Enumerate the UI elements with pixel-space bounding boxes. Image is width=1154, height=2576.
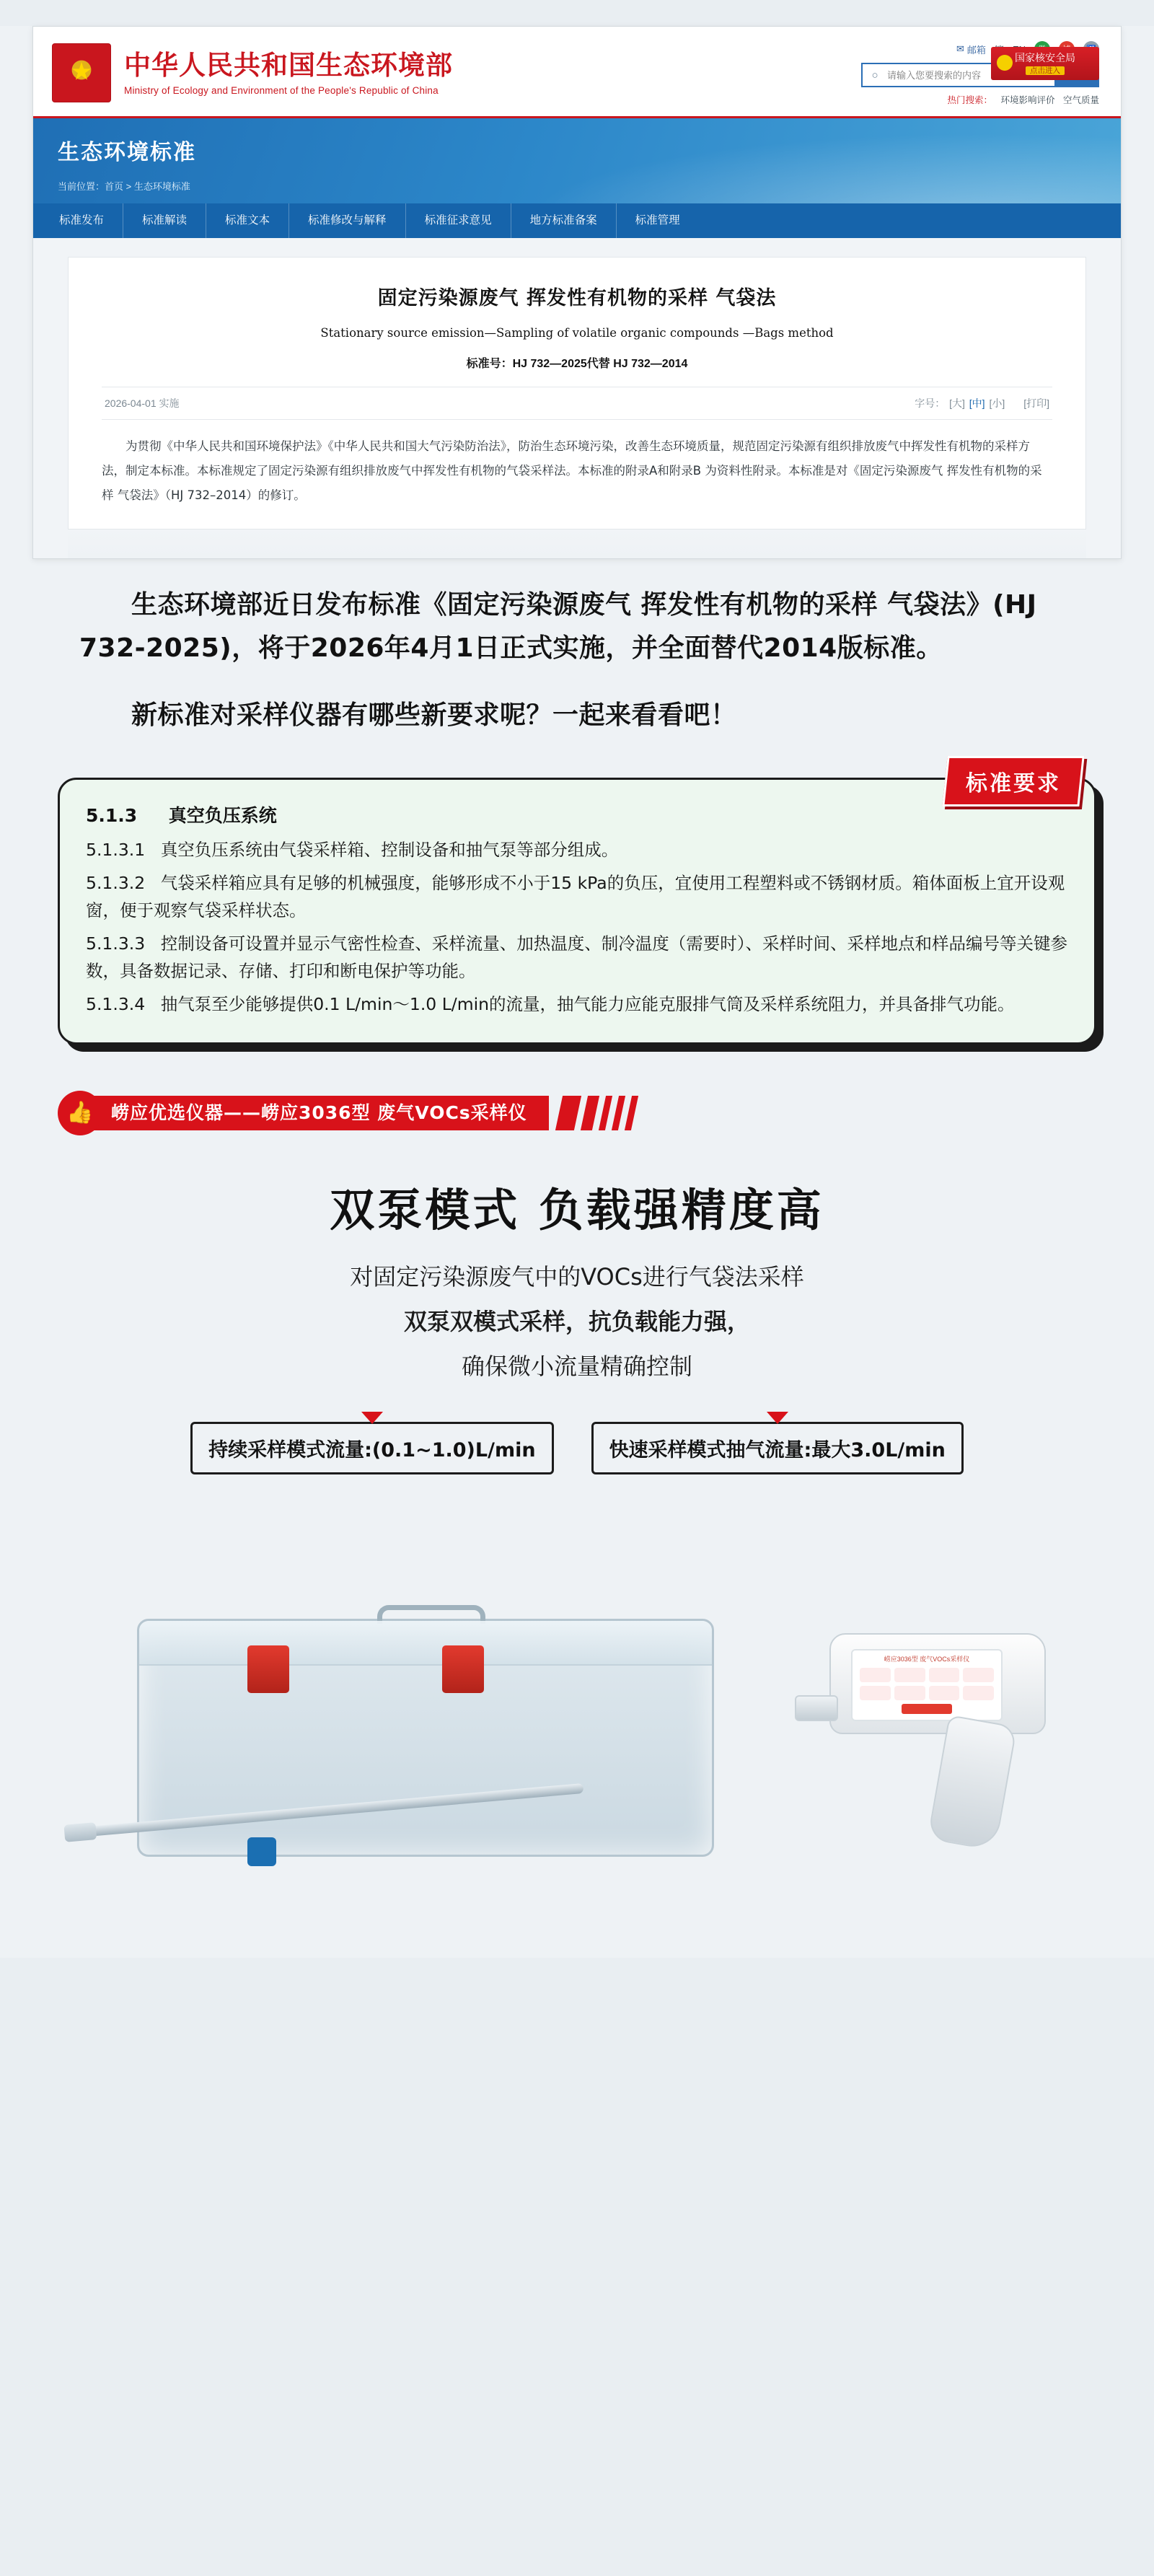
site-header [33, 27, 1121, 118]
mail-icon: ✉ [956, 43, 964, 54]
document-meta-right [913, 396, 1049, 410]
nav-item-standard-release[interactable]: 标准发布 [40, 203, 123, 238]
caret-icon [361, 1412, 383, 1424]
mail-link[interactable] [956, 43, 986, 56]
sampler-body [829, 1633, 1046, 1734]
product-subtext [0, 1259, 1154, 1381]
product-subtext-line3: 确保微小流量精确控制 [461, 1352, 692, 1380]
requirement-item [86, 930, 1068, 985]
document-title-en: Stationary source emission—Sampling of volatile organic compounds —Bags method [320, 326, 834, 340]
spec-continuous-sampling [190, 1422, 553, 1474]
gov-website-screenshot [32, 26, 1122, 559]
spec-fast-sampling-label: 快速采样模式抽气流量:最大3.0L/min [609, 1438, 946, 1461]
requirement-item-text: 控制设备可设置并显示气密性检查、采样流量、加热温度、制冷温度（需要时）、采样时间、采样地点和样品编号等关键参数，具备数据记录、存储、打印和断电保护等功能。 [86, 933, 1067, 981]
screenshot-fade [68, 529, 1086, 558]
nuclear-safety-sublabel: 点击进入 [1026, 66, 1065, 76]
effective-date: 2026-04-01 实施 [105, 397, 180, 409]
caret-icon [767, 1412, 788, 1424]
gear-icon [860, 1668, 891, 1682]
document-body: 为贯彻《中华人民共和国环境保护法》《中华人民共和国大气污染防治法》，防治生态环境污染，改善生态环境质量，规范固定污染源有组织排放废气中挥发性有机物的采样方法，制定本标准。本标准规定了固定污染源有组织排放废气中挥发性有机物的气袋采样法。本标准的附录A和附录B 为资料性附录。本标准是对《固定污染源废气 挥发性有机物的采样 气袋法》（HJ 732–2014）的修订。 [102, 439, 1042, 502]
record-icon [894, 1686, 925, 1700]
requirement-heading [86, 801, 1068, 827]
print-button[interactable]: [打印] [1023, 397, 1049, 409]
clock-icon [894, 1668, 925, 1682]
recommend-label: 崂应优选仪器——崂应3036型 废气VOCs采样仪 [92, 1096, 549, 1130]
search-icon: ○ [871, 69, 878, 82]
requirement-item [86, 869, 1068, 924]
spec-continuous-sampling-label: 持续采样模式流量:(0.1~1.0)L/min [208, 1438, 536, 1461]
document-card [68, 257, 1086, 529]
power-icon [963, 1686, 994, 1700]
nav-item-standard-amendment[interactable]: 标准修改与解释 [289, 203, 406, 238]
font-size-controls [913, 396, 1005, 410]
nav-item-standard-interpretation[interactable]: 标准解读 [123, 203, 206, 238]
requirement-box [58, 778, 1096, 1045]
requirement-item-text: 真空负压系统由气袋采样箱、控制设备和抽气泵等部分组成。 [160, 839, 619, 860]
print-icon [929, 1686, 960, 1700]
nuclear-emblem-icon [997, 55, 1013, 71]
probe-tip [63, 1822, 97, 1842]
requirement-item-text: 气袋采样箱应具有足够的机械强度，能够形成不小于15 kPa的负压，宜使用工程塑料或不锈钢材质。箱体面板上宜开设观窗，便于观察气袋采样状态。 [86, 872, 1065, 920]
requirement-section-no: 5.1.3 [86, 804, 138, 826]
sampler-screen-title: 崂应3036型 废气VOCs采样仪 [884, 1655, 970, 1663]
font-size-label: 字号： [915, 397, 946, 409]
requirement-section-title: 真空负压系统 [168, 804, 277, 826]
document-title: 固定污染源废气 挥发性有机物的采样 气袋法 [377, 287, 777, 309]
sampler-grip [928, 1715, 1018, 1851]
requirement-tag [942, 756, 1084, 806]
nuclear-safety-label: 国家核安全局 [1015, 51, 1075, 63]
standard-number: 标准号：HJ 732—2025代替 HJ 732—2014 [466, 358, 688, 370]
hot-search-term-2[interactable]: 空气质量 [1062, 95, 1099, 105]
page-root [0, 26, 1154, 1958]
mail-label: 邮箱 [966, 44, 986, 56]
product-photo [58, 1525, 1096, 1929]
nav-item-standard-management[interactable]: 标准管理 [635, 214, 680, 227]
document-meta [102, 387, 1052, 420]
spec-fast-sampling [591, 1422, 964, 1474]
banner-title: 生态环境标准 [58, 141, 196, 164]
requirement-item-no: 5.1.3.1 [86, 839, 146, 860]
sampler-screen [851, 1649, 1003, 1721]
requirement-item-text: 抽气泵至少能够提供0.1 L/min～1.0 L/min的流量，抽气能力应能克服排气筒及采样系统阻力，并具备排气功能。 [160, 993, 1015, 1014]
product-subtext-line2: 双泵双模式采样，抗负载能力强， [403, 1307, 750, 1335]
document-area [33, 238, 1121, 558]
recommend-bar [58, 1091, 1096, 1135]
spec-row [0, 1422, 1154, 1474]
national-emblem-icon [52, 43, 111, 102]
site-title-en: Ministry of Ecology and Environment of the People's Republic of China [124, 84, 439, 96]
thumbs-up-icon: 👍 [58, 1091, 102, 1135]
requirement-section [58, 771, 1096, 1045]
site-nav [33, 203, 1121, 238]
site-title-cn: 中华人民共和国生态环境部 [124, 49, 453, 82]
temp-icon [963, 1668, 994, 1682]
handheld-sampler [829, 1633, 1067, 1850]
requirement-item [86, 990, 1068, 1018]
decorative-stripes [559, 1096, 635, 1130]
hot-search [941, 93, 1099, 106]
sampler-screen-statusbar [902, 1704, 952, 1714]
sampler-screen-icons [853, 1663, 1001, 1700]
requirement-item-no: 5.1.3.3 [86, 933, 146, 954]
case-valve [247, 1837, 276, 1866]
nav-item-local-standard-filing[interactable]: 地方标准备案 [511, 203, 617, 238]
font-size-medium[interactable]: [中] [969, 397, 985, 409]
hot-search-term-1[interactable]: 环境影响评价 [1000, 95, 1055, 105]
case-latch [442, 1645, 484, 1693]
breadcrumb: 当前位置：首页 > 生态环境标准 [58, 181, 190, 192]
site-title-block [124, 50, 453, 96]
flow-icon [929, 1668, 960, 1682]
requirement-item-no: 5.1.3.2 [86, 872, 146, 893]
section-banner [33, 118, 1121, 203]
nuclear-safety-button[interactable] [991, 47, 1099, 80]
hot-search-label: 热门搜索： [947, 95, 992, 105]
product-headline: 双泵模式 负载强精度高 [330, 1183, 824, 1236]
pump-icon [860, 1686, 891, 1700]
requirement-tag-label: 标准要求 [966, 771, 1061, 796]
intro-paragraph-1: 生态环境部近日发布标准《固定污染源废气 挥发性有机物的采样 气袋法》(HJ 732-2025)，将于2026年4月1日正式实施，并全面替代2014版标准。 [79, 590, 1037, 663]
font-size-small[interactable]: [小] [989, 397, 1005, 409]
intro-paragraph-2: 新标准对采样仪器有哪些新要求呢？一起来看看吧！ [131, 700, 737, 731]
nav-item-standard-text[interactable]: 标准文本 [206, 203, 289, 238]
case-latch [247, 1645, 289, 1693]
requirement-item [86, 836, 1068, 863]
font-size-large[interactable]: [大] [949, 397, 965, 409]
nav-item-standard-comments[interactable]: 标准征求意见 [406, 203, 511, 238]
case-lid [139, 1621, 712, 1666]
product-subtext-line1: 对固定污染源废气中的VOCs进行气袋法采样 [350, 1262, 804, 1291]
sampler-nozzle [795, 1695, 838, 1721]
requirement-item-no: 5.1.3.4 [86, 993, 146, 1014]
intro-block [79, 584, 1075, 737]
